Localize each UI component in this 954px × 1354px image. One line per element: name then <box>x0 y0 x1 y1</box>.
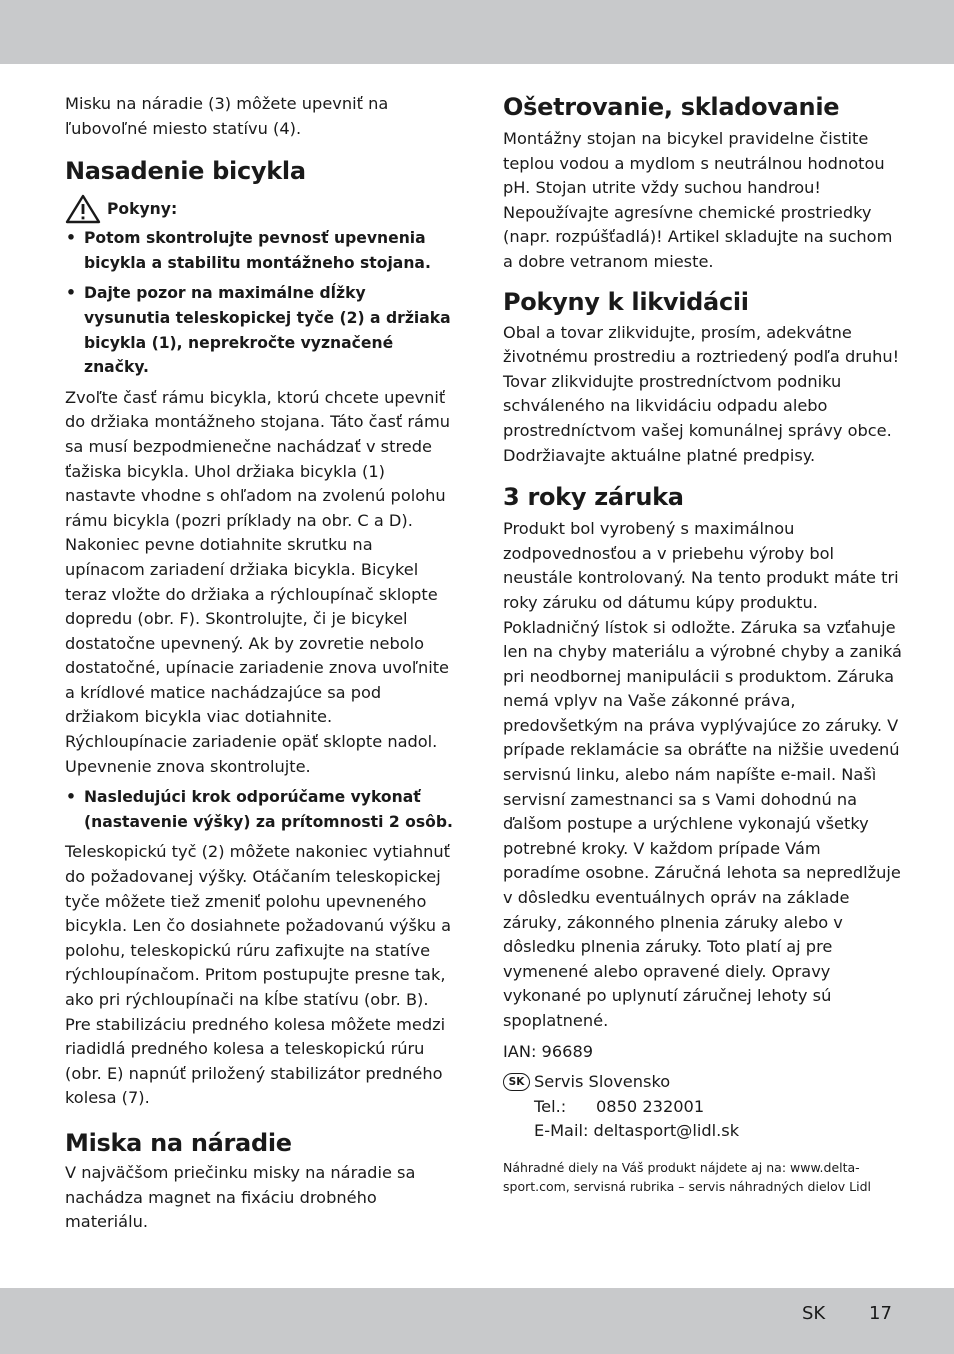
likvidacia-text: Obal a tovar zlikvidujte, prosím, adekvátne životnému prostrediu a roztriedený podľa druhu! Tovar zlikvidujte prostredníctvom podniku schváleného na likvidáciu odpadu alebo prostredníctvom vašej komunálnej správy obce. Dodržiavajte aktuálne platné predpisy. <box>503 322 900 465</box>
header-band <box>0 0 954 64</box>
warning-item: • Potom skontrolujte pevnosť upevnenia bicykla a stabilitu montážneho stojana. <box>65 226 455 275</box>
service-contact <box>503 1070 903 1144</box>
warning-block <box>65 194 455 224</box>
ian-number: IAN: 96689 <box>503 1041 594 1061</box>
zaruka-text: Produkt bol vyrobený s maximálnou zodpovednosťou a v priebehu výroby bol neustále kontrolovaný. Na tento produkt máte tri roky záruku od dátumu kúpy produktu. Pokladničný lístok si odložte. Záruka sa vzťahuje len na chyby materiálu a výrobné chyby a zaniká pri neodbornej manipulácii s produktom. Záruka nemá vplyv na Vaše zákonné práva, predovšetkým na práva vyplývajúce zo záruky. V prípade reklamácie sa obráťte na nižšie uvedenú servisnú linku, alebo nám napíšte e-mail. Našì servisní zamestnanci sa s Vami dohodnú na ďalšom postupe a urýchlene vykonajú všetky potrebné kroky. V každom prípade Vám poradíme osobne. Záručná lehota sa nepredlžuje v dôsledku eventuálnych opráv na základe záruky, zákonného plnenia záruky alebo v dôsledku plnenia záruky. Toto platí aj pre vymenené alebo opravené diely. Opravy vykonané po uplynutí záručnej lehoty sú spoplatnené. <box>503 519 902 1030</box>
intro-text: Misku na náradie (3) môžete upevniť na ľubovoľné miesto statívu (4). <box>65 94 389 138</box>
right-column <box>503 92 903 1196</box>
service-email: E-Mail: deltasport@lidl.sk <box>534 1121 740 1141</box>
left-column <box>65 92 455 1235</box>
nasadenie-paragraph-1: Zvoľte časť rámu bicykla, ktorú chcete upevniť do držiaka montážneho stojana. Táto časť rámu sa musí bezpodmienečne nachádzať v strede ťažiska bicykla. Uhol držiaka bicykla (1) nastavte vhodne s ohľadom na zvolenú polohu rámu bicykla (pozri príklady na obr. C a D). Nakoniec pevne dotiahnite skrutku na upínacom zariadení držiaka bicykla. Bicykel teraz vložte do držiaka a rýchloupínač sklopte dopredu (obr. F). Skontrolujte, či je bicykel dostatočne upevnený. Ak by zovretie nebolo dostatočné, upínacie zariadenie znova uvoľnite a krídlové matice nachádzajúce sa pod držiakom bicykla viac dotiahnite. Rýchloupínacie zariadenie opäť sklopte nadol. Upevnenie znova skontrolujte. <box>65 387 450 776</box>
warning-label: Pokyny: <box>107 200 178 219</box>
warning-item: • Dajte pozor na maximálne dĺžky vysunutia teleskopickej tyče (2) a držiaka bicykla (1), neprekročte vyznačené značky. <box>65 281 455 379</box>
contact-lines <box>534 1070 739 1144</box>
page-number: 17 <box>869 1303 892 1324</box>
osetrovanie-text: Montážny stojan na bicykel pravidelne čistite teplou vodou a mydlom s neutrálnou hodnotou pH. Stojan utrite vždy suchou handrou! Nepoužívajte agresívne chemické prostriedky (napr. rozpúšťadlá)! Artikel skladujte na suchom a dobre vetranom mieste. <box>503 129 893 271</box>
note-item: • Nasledujúci krok odporúčame vykonať (nastavenie výšky) za prítomnosti 2 osôb. <box>65 785 455 834</box>
heading-zaruka: 3 roky záruka <box>503 483 684 512</box>
spare-parts-note: Náhradné diely na Váš produkt nájdete aj na: www.delta-sport.com, servisná rubrika – servis náhradných dielov Lidl <box>503 1159 871 1194</box>
heading-likvidacia: Pokyny k likvidácii <box>503 287 749 316</box>
nasadenie-paragraph-2: Teleskopickú tyč (2) môžete nakoniec vytiahnuť do požadovanej výšky. Otáčaním teleskopickej tyče môžete tiež zmeniť polohu upevneného bicykla. Len čo dosiahnete požadovanú výšku a polohu, teleskopickú rúru zafixujte na statíve rýchloupínačom. Pritom postupujte presne tak, ako pri rýchloupínači na kĺbe statívu (obr. B). Pre stabilizáciu predného kolesa môžete medzi riadidlá predného kolesa a teleskopickú rúru (obr. E) napnúť priložený stabilizátor predného kolesa (7). <box>65 842 452 1108</box>
note-list <box>65 785 455 834</box>
heading-osetrovanie: Ošetrovanie, skladovanie <box>503 93 840 121</box>
heading-miska: Miska na náradie <box>65 1128 292 1157</box>
warning-list <box>65 226 455 380</box>
footer-language: SK <box>802 1303 826 1324</box>
country-badge: SK <box>503 1073 530 1091</box>
phone-label: Tel.: <box>534 1096 567 1116</box>
phone-number: 0850 232001 <box>596 1096 705 1116</box>
miska-text: V najväčšom priečinku misky na náradie sa nachádza magnet na fixáciu drobného materiálu. <box>65 1162 416 1232</box>
service-name: Servis Slovensko <box>534 1072 671 1092</box>
warning-icon <box>65 194 101 224</box>
phone-row <box>534 1095 739 1120</box>
heading-nasadenie: Nasadenie bicykla <box>65 157 306 186</box>
